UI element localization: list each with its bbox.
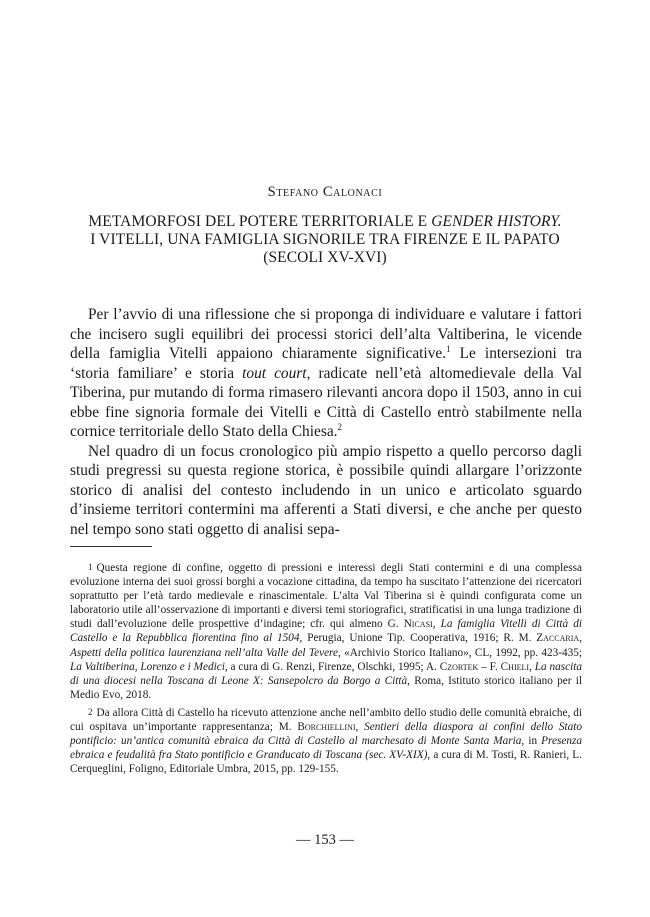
article-title <box>60 213 590 267</box>
footnote-1: 1 Questa regione di confine, oggetto di pressioni e interessi degli Stati contermini e di una complessa evoluzione interna dei suoi grossi borghi a vocazione cittadina, da tempo ha suscitato l’attenzione dei ricercatori soprattutto per l’età tardo medievale e rinascimentale. L’alta Val Tiberina si è quindi configurata come un laboratorio utile all’osservazione di importanti e diversi temi storiografici, stratificatisi in una lunga tradizione di studi dall’evoluzione delle prospettive d’indagine; cfr. qui almeno G. Nicasi, La famiglia Vitelli di Città di Castello e la Repubblica fiorentina fino al 1504, Perugia, Unione Tip. Cooperativa, 1916; R. M. Zaccaria, Aspetti della politica laurenziana nell’alta Valle del Tevere, «Archivio Storico Italiano», CL, 1992, pp. 423-435; La Valtiberina, Lorenzo e i Medici, a cura di G. Renzi, Firenze, Olschki, 1995; A. Czortek – F. Chieli, La nascita di una diocesi nella Toscana di Leone X: Sansepolcro da Borgo a Città, Roma, Istituto storico italiano per il Medio Evo, 2018. <box>70 562 582 701</box>
title-italic: GENDER HISTORY. <box>431 213 562 230</box>
body-paragraph-1: Per l’avvio di una riflessione che si proponga di individuare e valutare i fattori che incisero sugli equilibri dei processi storici dell’alta Valtiberina, le vicende della famiglia Vitelli appaiono chiaramente significative.$^1$ Le intersezioni tra ‘storia familiare’ e storia tout court, radicate nell’età altomedievale della Val Tiberina, pur mutando di forma rimasero rilevanti ancora dopo il 1503, anno in cui ebbe fine signoria formale dei Vitelli e Città di Castello entrò stabilmente nella cornice territoriale dello Stato della Chiesa.$^2$ <box>70 306 582 440</box>
body-text <box>70 305 582 539</box>
page-number: — 153 — <box>296 832 354 848</box>
title-line-1: METAMORFOSI DEL POTERE TERRITORIALE E GENDER HISTORY. <box>88 213 562 230</box>
footnote-2: 2 Da allora Città di Castello ha ricevuto attenzione anche nell’ambito dello studio delle comunità ebraiche, di cui ospitava un’importante rappresentanza; M. Borchiellini, Sentieri della diaspora ai confini dello Stato pontificio: un’antica comunità ebraica da Città di Castello al marchesato di Monte Santa Maria, in Presenza ebraica e feudalità fra Stato pontificio e Granducato di Toscana (sec. XV-XIX), a cura di M. Tosti, R. Ranieri, L. Cerqueglini, Foligno, Editoriale Umbra, 2015, pp. 129-155. <box>70 706 582 776</box>
title-line-2: I VITELLI, UNA FAMIGLIA SIGNORILE TRA FIRENZE E IL PAPATO <box>90 231 560 248</box>
footnote-number: 2 <box>88 706 93 717</box>
footnote-ref-2[interactable]: 2 <box>337 421 343 432</box>
footnote-number: 1 <box>88 562 93 572</box>
footnote-separator <box>70 546 152 547</box>
author-name: Stefano Calonaci <box>267 184 383 200</box>
body-paragraph-2: Nel quadro di un focus cronologico più ampio rispetto a quello percorso dagli studi pregressi su questa regione storica, è possibile quindi allargare l’orizzonte storico di analisi del contesto includendo in un unico e articolato sguardo d’insieme territori contermini ma afferenti a Stati diversi, e che anche per questo nel tempo sono stati oggetto di analisi sepa- <box>70 442 582 538</box>
title-line-3: (SECOLI XV-XVI) <box>263 249 387 266</box>
footnotes <box>70 560 582 779</box>
footnote-ref-1[interactable]: 1 <box>446 343 451 354</box>
